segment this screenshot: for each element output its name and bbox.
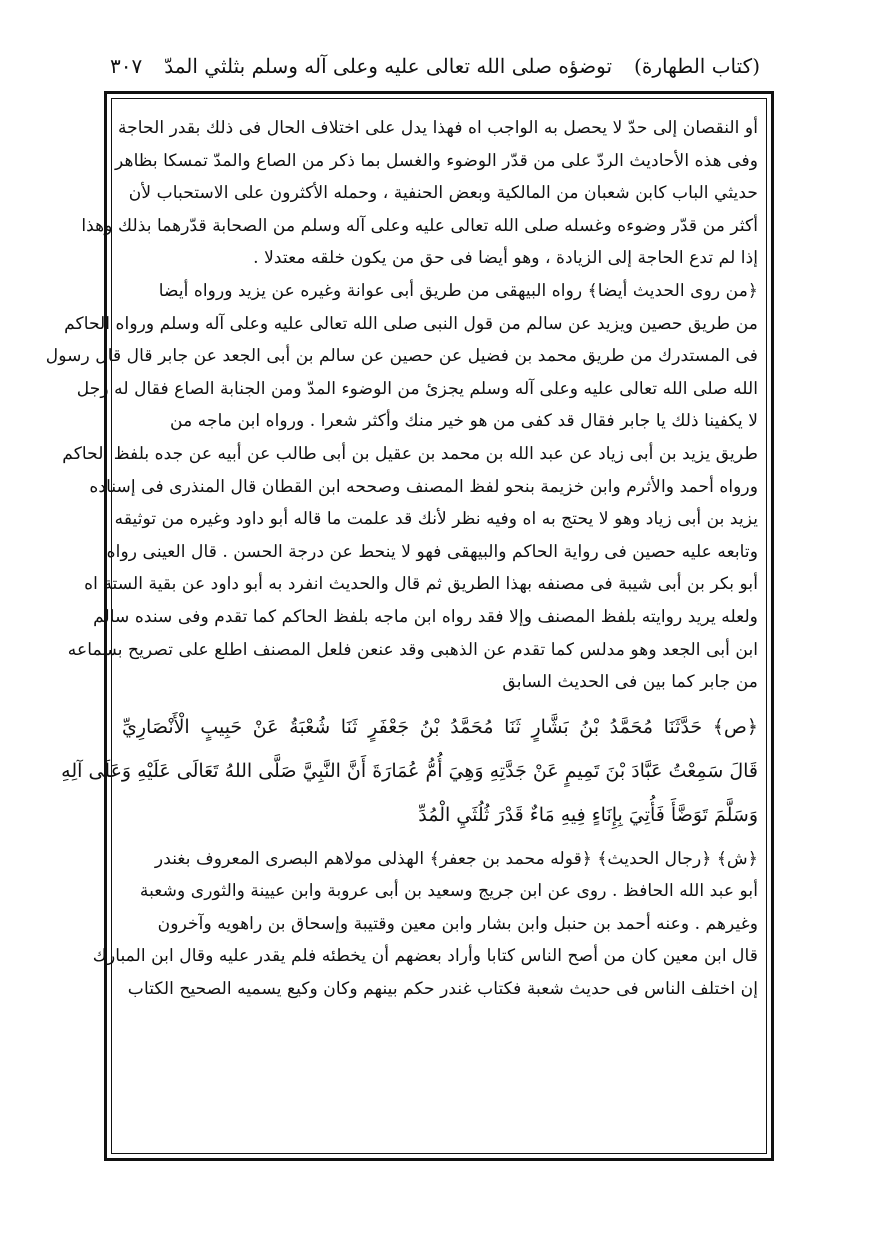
text-line: إذا لم تدع الحاجة إلى الزيادة ، وهو أيضا فى حق من يكون خلقه معتدلا . [253, 248, 758, 269]
hadith-text-block [61, 705, 758, 837]
sharh-block [92, 843, 758, 1006]
chapter-title: توضؤه صلى الله تعالى عليه وعلى آله وسلم بثلثي المدّ [164, 54, 613, 78]
text-line: ورواه أحمد والأثرم وابن خزيمة بنحو لفظ المصنف وصححه ابن القطان قال المنذرى فى إسناده [89, 476, 758, 497]
text-line: ﴿من روى الحديث أيضا﴾ رواه البيهقى من طريق أبى عوانة وغيره عن يزيد ورواه أيضا [158, 280, 758, 301]
text-line: ابن أبى الجعد وهو مدلس كما تقدم عن الذهبى وقد عنعن فلعل المصنف اطلع على تصريح بسماعه [67, 639, 758, 660]
sharh-line: وغيرهم . وعنه أحمد بن حنبل وابن بشار وابن معين وقتيبة وإسحاق بن راهويه وآخرون [157, 913, 758, 934]
text-line: أبو بكر بن أبى شيبة فى مصنفه بهذا الطريق ثم قال والحديث انفرد به أبو داود عن بقية الستة اه [84, 574, 758, 595]
sharh-line: أبو عبد الله الحافظ . روى عن ابن جريج وسعيد بن أبى عروبة وابن عيينة والثورى وشعبة [139, 881, 758, 902]
text-line: الله صلى الله تعالى عليه وعلى آله وسلم يجزئ من الوضوء المدّ ومن الجنابة الصاع فقال له رجل [76, 378, 758, 399]
text-line: أكثر من قدّر وضوءه وغسله صلى الله تعالى عليه وعلى آله وسلم من الصحابة قدّرهما بذلك وهذا [81, 215, 758, 236]
page-header [110, 48, 760, 84]
text-line: ولعله يريد روايته بلفظ المصنف وإلا فقد رواه ابن ماجه بلفظ الحاكم كما تقدم وفى سنده سالم [93, 606, 758, 627]
text-line: أو النقصان إلى حدّ لا يحصل به الواجب اه فهذا يدل على اختلاف الحال فى ذلك بقدر الحاجة [117, 118, 758, 138]
text-line: يزيد بن أبى زياد وهو لا يحتج به اه وفيه نظر لأنك قد علمت ما قاله أبو داود وغيره من توثيقه [114, 509, 758, 530]
page-content [45, 112, 758, 1006]
text-line: طريق يزيد بن أبى زياد عن عبد الله بن محمد بن عقيل بن أبى طالب عن أبيه عن جده بلفظ الحاكم [62, 443, 758, 464]
sharh-line: قال ابن معين كان من أصح الناس كتابا وأراد بعضهم أن يخطئه فلم يقدر عليه وقال ابن المبارك [92, 946, 758, 967]
commentary-block [45, 112, 758, 699]
text-line: حديثي الباب كابن شعبان من المالكية وبعض الحنفية ، وحمله الأكثرون على الاستحباب لأن [128, 183, 758, 204]
hadith-line: ﴿ص﴾ حَدَّثَنَا مُحَمَّدُ بْنُ بَشَّارٍ ثَنَا مُحَمَّدُ بْنُ جَعْفَرٍ ثَنَا شُعْبَةُ عَنْ حَبِيبٍ الْأَنْصَارِيِّ [122, 715, 758, 738]
hadith-line: قَالَ سَمِعْتُ عَبَّادَ بْنَ تَمِيمٍ عَنْ جَدَّتِهِ وَهِيَ أُمُّ عُمَارَةَ أَنَّ النَّبِيَّ صَلَّى اللهُ تَعَالَى عَلَيْهِ وَعَلَى آلِهِ [61, 759, 758, 782]
text-line: لا يكفينا ذلك يا جابر فقال قد كفى من هو خير منك وأكثر شعرا . ورواه ابن ماجه من [170, 411, 758, 432]
book-title: (كتاب الطهارة) [634, 54, 760, 78]
text-line: وفى هذه الأحاديث الردّ على من قدّر الوضوء والغسل بما ذكر من الصاع والمدّ تمسكا بظاهر [115, 150, 758, 171]
sharh-line: إن اختلف الناس فى حديث شعبة فكتاب غندر حكم بينهم وكان وكيع يسميه الصحيح الكتاب [127, 979, 758, 1000]
page-number: ٣٠٧ [110, 54, 143, 78]
hadith-line: وَسَلَّمَ تَوَضَّأَ فَأُتِيَ بِإِنَاءٍ فِيهِ مَاءٌ قَدْرَ ثُلُثَيِ الْمُدِّ [418, 803, 758, 826]
text-line: وتابعه عليه حصين فى رواية الحاكم والبيهقى فهو لا ينحط عن درجة الحسن . قال العينى رواه [106, 541, 758, 562]
text-line: فى المستدرك من طريق محمد بن فضيل عن حصين عن سالم بن أبى الجعد عن جابر قال قال رسول [45, 346, 758, 367]
sharh-line: ﴿ش﴾ ﴿رجال الحديث﴾ ﴿قوله محمد بن جعفر﴾ الهذلى مولاهم البصرى المعروف بغندر [154, 848, 758, 869]
text-line: من جابر كما بين فى الحديث السابق [502, 672, 758, 693]
text-line: من طريق حصين ويزيد عن سالم من قول النبى صلى الله تعالى عليه وعلى آله وسلم ورواه الحاكم [64, 313, 758, 334]
